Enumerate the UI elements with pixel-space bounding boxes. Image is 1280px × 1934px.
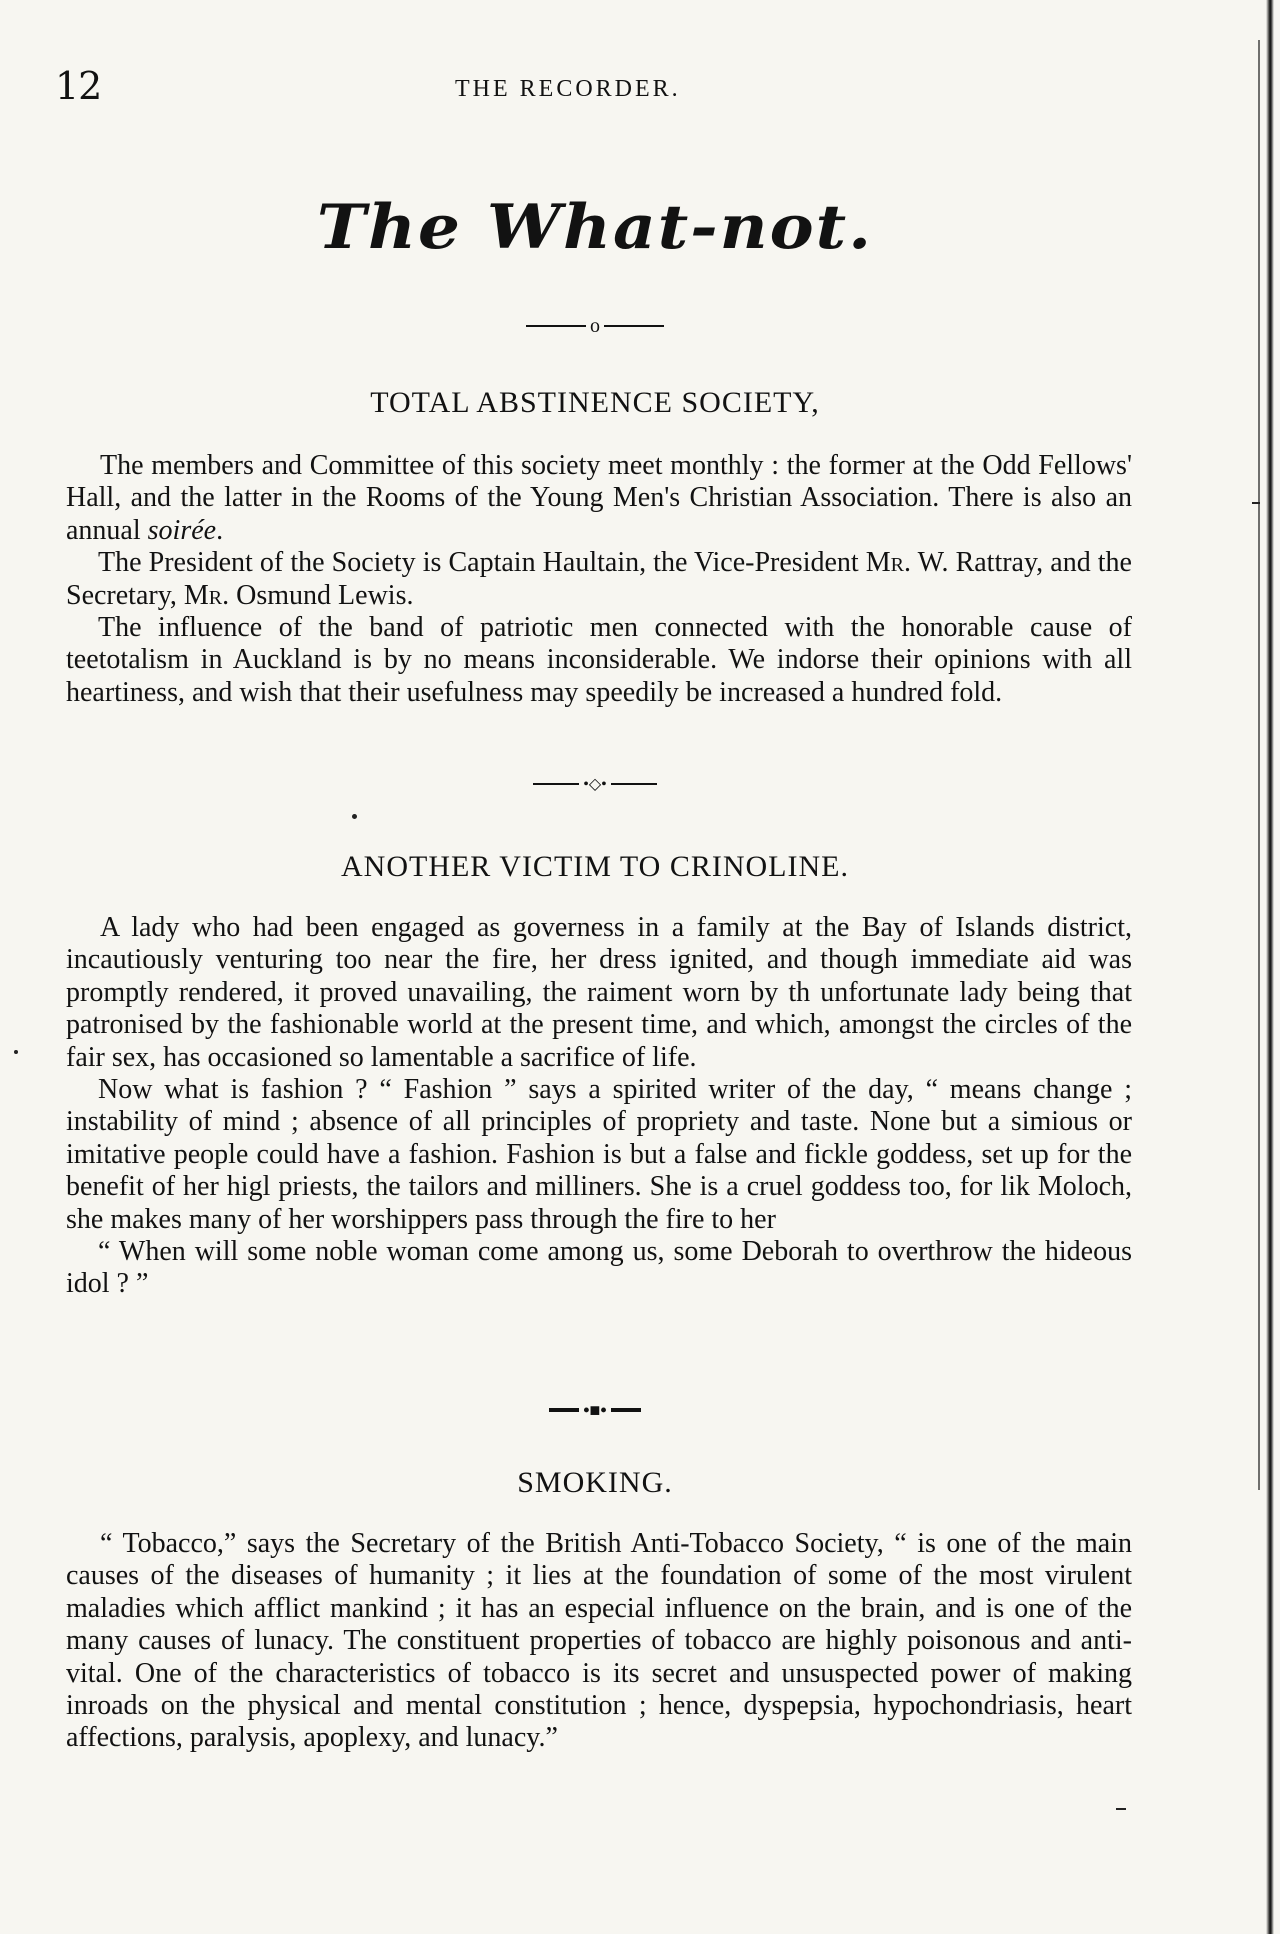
paragraph bbox=[66, 547, 1132, 612]
smallcaps-text: Mr. bbox=[865, 547, 912, 579]
text-run: The members and Committee of this society meet monthly : the former at the Odd Fellows' Hall, and the latter in the Rooms of the Young Men's Christian Association. There is also an annual bbox=[66, 450, 1132, 546]
scan-speck bbox=[14, 1050, 18, 1054]
divider-ornament: •■• bbox=[583, 1399, 607, 1420]
running-head bbox=[55, 64, 1145, 114]
paragraph: “ Tobacco,” says the Secretary of the British Anti-Tobacco Society, “ is one of the main causes of the diseases of humanity ; it lies at the foundation of some of the most virulent maladies which afflict mankind ; it has an especial influence on the brain, and is one of the many causes of lunacy. The constituent properties of tobacco are highly poisonous and anti-vital. One of the characteristics of tobacco is its secret and unsuspected power of making inroads on the physical and mental constitution ; hence, dyspepsia, hypochondriasis, heart affections, paralysis, apoplexy, and lunacy.” bbox=[66, 1528, 1132, 1754]
paragraph: Now what is fashion ? “ Fashion ” says a spirited writer of the day, “ means change ; instability of mind ; absence of all principles of propriety and taste. None but a simious or imitative people could have a fashion. Fashion is but a false and fickle goddess, set up for the benefit of her higl priests, the tailors and milliners. She is a cruel goddess too, for lik Moloch, she makes many of her worshippers pass through the fire to her bbox=[66, 1074, 1132, 1235]
divider-line bbox=[526, 325, 586, 327]
divider-1 bbox=[0, 314, 1190, 338]
section-title-total-abstinence: TOTAL ABSTINENCE SOCIETY, bbox=[370, 386, 820, 419]
paragraph: The influence of the band of patriotic men connected with the honorable cause of teetotalism in Auckland is by no means inconsiderable. We indorse their opinions with all heartiness, and wish that their usefulness may speedily be increased a hundred fold. bbox=[66, 612, 1132, 708]
masthead-title: The What-not. bbox=[316, 191, 874, 263]
page-number: 12 bbox=[55, 64, 102, 108]
text-run: The President of the Society is Captain Haultain, the Vice-President bbox=[98, 547, 866, 579]
scan-speck bbox=[352, 814, 357, 819]
paragraph: “ When will some noble woman come among us, some Deborah to overthrow the hideous idol ? ” bbox=[66, 1236, 1132, 1300]
divider-2 bbox=[0, 772, 1190, 795]
section-title-smoking: SMOKING. bbox=[517, 1466, 673, 1499]
text-run: . bbox=[216, 514, 224, 546]
divider-line bbox=[533, 783, 579, 785]
divider-ornament: •◇• bbox=[583, 776, 607, 794]
section-body-total-abstinence bbox=[66, 450, 1132, 709]
paragraph: A lady who had been engaged as governess in a family at the Bay of Islands district, incautiously venturing too near the fire, her dress ignited, and though immediate aid was promptly rendered, it proved unavailing, the raiment worn by th unfortunate lady being that patronised by the fashionable world at the present time, and which, amongst the circles of the fair sex, has occasioned so lamentable a sacrifice of life. bbox=[66, 912, 1132, 1073]
text-run: Osmund Lewis. bbox=[229, 579, 414, 611]
page-binding-edge bbox=[1266, 0, 1274, 1934]
divider-line bbox=[549, 1408, 579, 1412]
section-body-crinoline bbox=[66, 912, 1132, 1301]
page-binding-line bbox=[1258, 40, 1260, 1490]
italic-text: soirée bbox=[147, 514, 217, 546]
divider-line bbox=[611, 1408, 641, 1412]
scan-speck bbox=[1252, 502, 1260, 504]
paragraph bbox=[66, 450, 1132, 547]
running-title: THE RECORDER. bbox=[455, 76, 681, 102]
section-body-smoking bbox=[66, 1528, 1132, 1755]
scan-speck bbox=[1116, 1808, 1126, 1810]
divider-ornament: o bbox=[590, 314, 600, 337]
divider-line bbox=[611, 783, 657, 785]
divider-line bbox=[604, 325, 664, 327]
text-run: W. Rattray, and the Secretary, bbox=[66, 547, 1132, 611]
section-title-crinoline: ANOTHER VICTIM TO CRINOLINE. bbox=[341, 850, 849, 883]
divider-3 bbox=[0, 1398, 1190, 1421]
smallcaps-text: Mr. bbox=[183, 579, 230, 611]
